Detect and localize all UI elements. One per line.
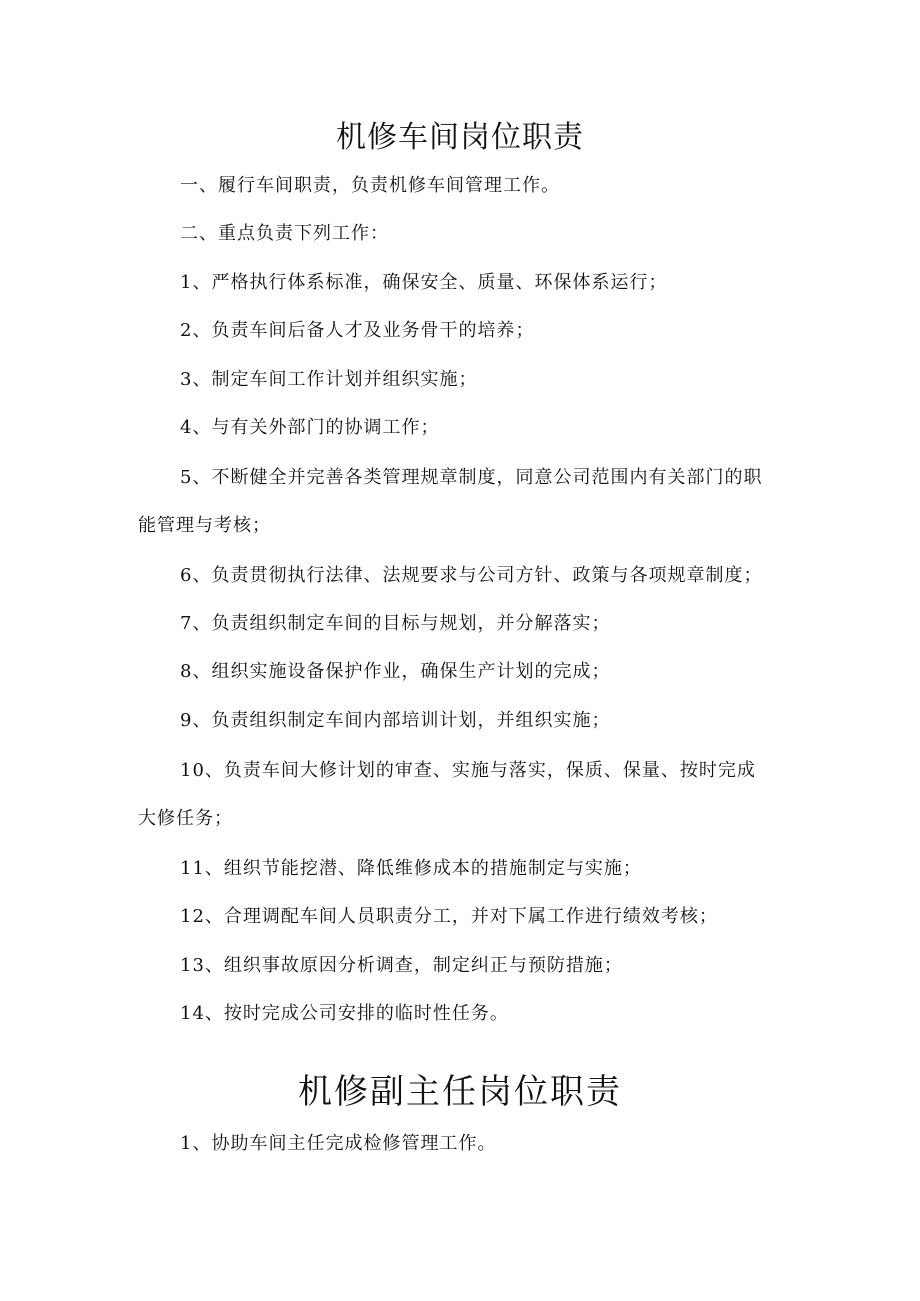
duty-item-3: 3、制定车间工作计划并组织实施； xyxy=(180,369,478,390)
section-title-workshop-duties: 机修车间岗位职责 xyxy=(336,120,584,155)
duty-item-14: 14、按时完成公司安排的临时性任务。 xyxy=(180,1003,509,1024)
duty-item-10: 10、负责车间大修计划的审查、实施与落实，保质、保量、按时完成 xyxy=(180,760,756,781)
section-title-deputy-director-duties: 机修副主任岗位职责 xyxy=(298,1072,622,1112)
deputy-duty-item-1: 1、协助车间主任完成检修管理工作。 xyxy=(180,1133,497,1154)
duty-item-1: 1、严格执行体系标准，确保安全、质量、环保体系运行； xyxy=(180,272,668,293)
duty-line: 二、重点负责下列工作： xyxy=(180,223,389,244)
duty-item-2: 2、负责车间后备人才及业务骨干的培养； xyxy=(180,320,535,341)
duty-item-8: 8、组织实施设备保护作业，确保生产计划的完成； xyxy=(180,661,611,682)
duty-line: 一、履行车间职责，负责机修车间管理工作。 xyxy=(180,175,560,196)
duty-item-10-continued: 大修任务； xyxy=(138,808,233,829)
duty-item-5: 5、不断健全并完善各类管理规章制度，同意公司范围内有关部门的职 xyxy=(180,467,763,488)
duty-item-6: 6、负责贯彻执行法律、法规要求与公司方针、政策与各项规章制度； xyxy=(180,565,763,586)
duty-item-12: 12、合理调配车间人员职责分工，并对下属工作进行绩效考核； xyxy=(180,906,718,927)
duty-item-4: 4、与有关外部门的协调工作； xyxy=(180,417,440,438)
duty-item-11: 11、组织节能挖潜、降低维修成本的措施制定与实施； xyxy=(180,858,642,879)
duty-item-13: 13、组织事故原因分析调查，制定纠正与预防措施； xyxy=(180,955,623,976)
duty-item-7: 7、负责组织制定车间的目标与规划，并分解落实； xyxy=(180,613,611,634)
duty-item-5-continued: 能管理与考核； xyxy=(138,515,271,536)
duty-item-9: 9、负责组织制定车间内部培训计划，并组织实施； xyxy=(180,710,611,731)
